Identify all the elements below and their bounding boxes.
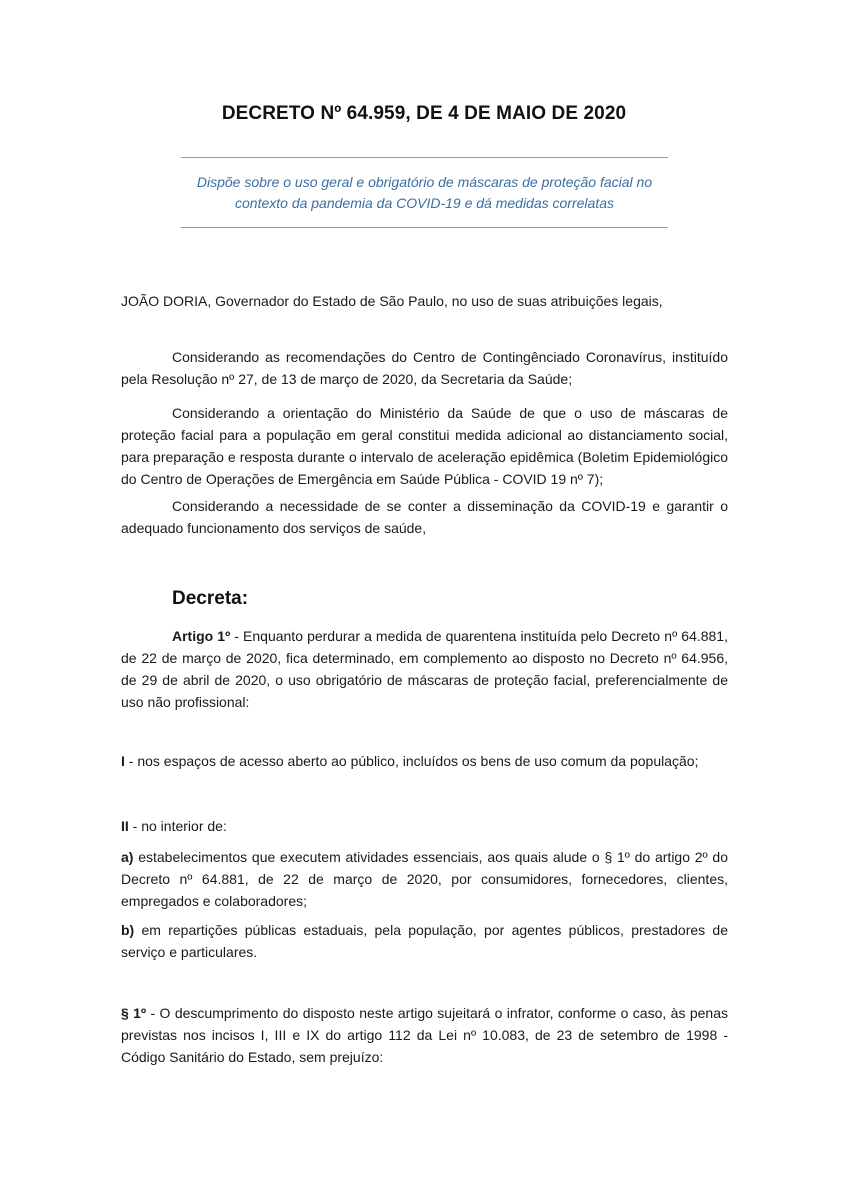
ementa-top-divider bbox=[181, 157, 668, 158]
inciso-2 bbox=[121, 815, 728, 837]
ementa bbox=[181, 172, 668, 214]
ementa-line-1: Dispõe sobre o uso geral e obrigatório de máscaras de proteção facial no bbox=[196, 174, 653, 190]
alinea-b bbox=[121, 919, 728, 963]
paragrafo-1 bbox=[121, 1002, 728, 1068]
artigo-1-label: Artigo 1º bbox=[172, 628, 231, 644]
considerando-1: Considerando as recomendações do Centro de Contingênciado Coronavírus, instituído pela Resolução nº 27, de 13 de março de 2020, da Secretaria da Saúde; bbox=[121, 349, 728, 387]
ementa-line-2: contexto da pandemia da COVID-19 e dá medidas correlatas bbox=[235, 195, 614, 211]
alinea-b-label: b) bbox=[121, 922, 135, 938]
decreta-heading: Decreta: bbox=[172, 588, 249, 609]
ementa-bottom-divider bbox=[181, 227, 668, 228]
paragrafo-1-text: - O descumprimento do disposto neste artigo sujeitará o infrator, conforme o caso, às penas previstas nos incisos I, III e IX do artigo 112 da Lei nº 10.083, de 23 de setembro de 1998 - Código Sanitário do Estado, sem prejuízo: bbox=[121, 1005, 728, 1065]
inciso-1-label: I bbox=[121, 753, 125, 769]
artigo-1 bbox=[121, 625, 728, 713]
alinea-b-text: em repartições públicas estaduais, pela população, por agentes públicos, prestadores de serviço e particulares. bbox=[121, 922, 728, 960]
decree-title: DECRETO Nº 64.959, DE 4 DE MAIO DE 2020 bbox=[221, 103, 627, 124]
alinea-a-label: a) bbox=[121, 849, 134, 865]
paragrafo-1-label: § 1º bbox=[121, 1005, 147, 1021]
alinea-a-text: estabelecimentos que executem atividades essenciais, aos quais alude o § 1º do artigo 2º do Decreto nº 64.881, de 22 de março de 2020, por consumidores, fornecedores, clientes, empregados e colaboradores; bbox=[121, 849, 728, 909]
inciso-1 bbox=[121, 750, 728, 772]
alinea-a bbox=[121, 846, 728, 912]
inciso-2-text: - no interior de: bbox=[128, 818, 227, 834]
inciso-1-text: - nos espaços de acesso aberto ao público, incluídos os bens de uso comum da população; bbox=[124, 753, 699, 769]
considerando-3: Considerando a necessidade de se conter a disseminação da COVID-19 e garantir o adequado funcionamento dos serviços de saúde, bbox=[121, 498, 728, 536]
preamble-governor: JOÃO DORIA, Governador do Estado de São Paulo, no uso de suas atribuições legais, bbox=[121, 293, 663, 309]
considerando-2: Considerando a orientação do Ministério da Saúde de que o uso de máscaras de proteção facial para a população em geral constitui medida adicional ao distanciamento social, para preparação e resposta durante o intervalo de aceleração epidêmica (Boletim Epidemiológico do Centro de Operações de Emergência em Saúde Pública - COVID 19 nº 7); bbox=[121, 405, 728, 487]
inciso-2-label: II bbox=[121, 818, 129, 834]
artigo-1-text: - Enquanto perdurar a medida de quarentena instituída pelo Decreto nº 64.881, de 22 de março de 2020, fica determinado, em complemento ao disposto no Decreto nº 64.956, de 29 de abril de 2020, o uso obrigatório de máscaras de proteção facial, preferencialmente de uso não profissional: bbox=[121, 628, 728, 710]
